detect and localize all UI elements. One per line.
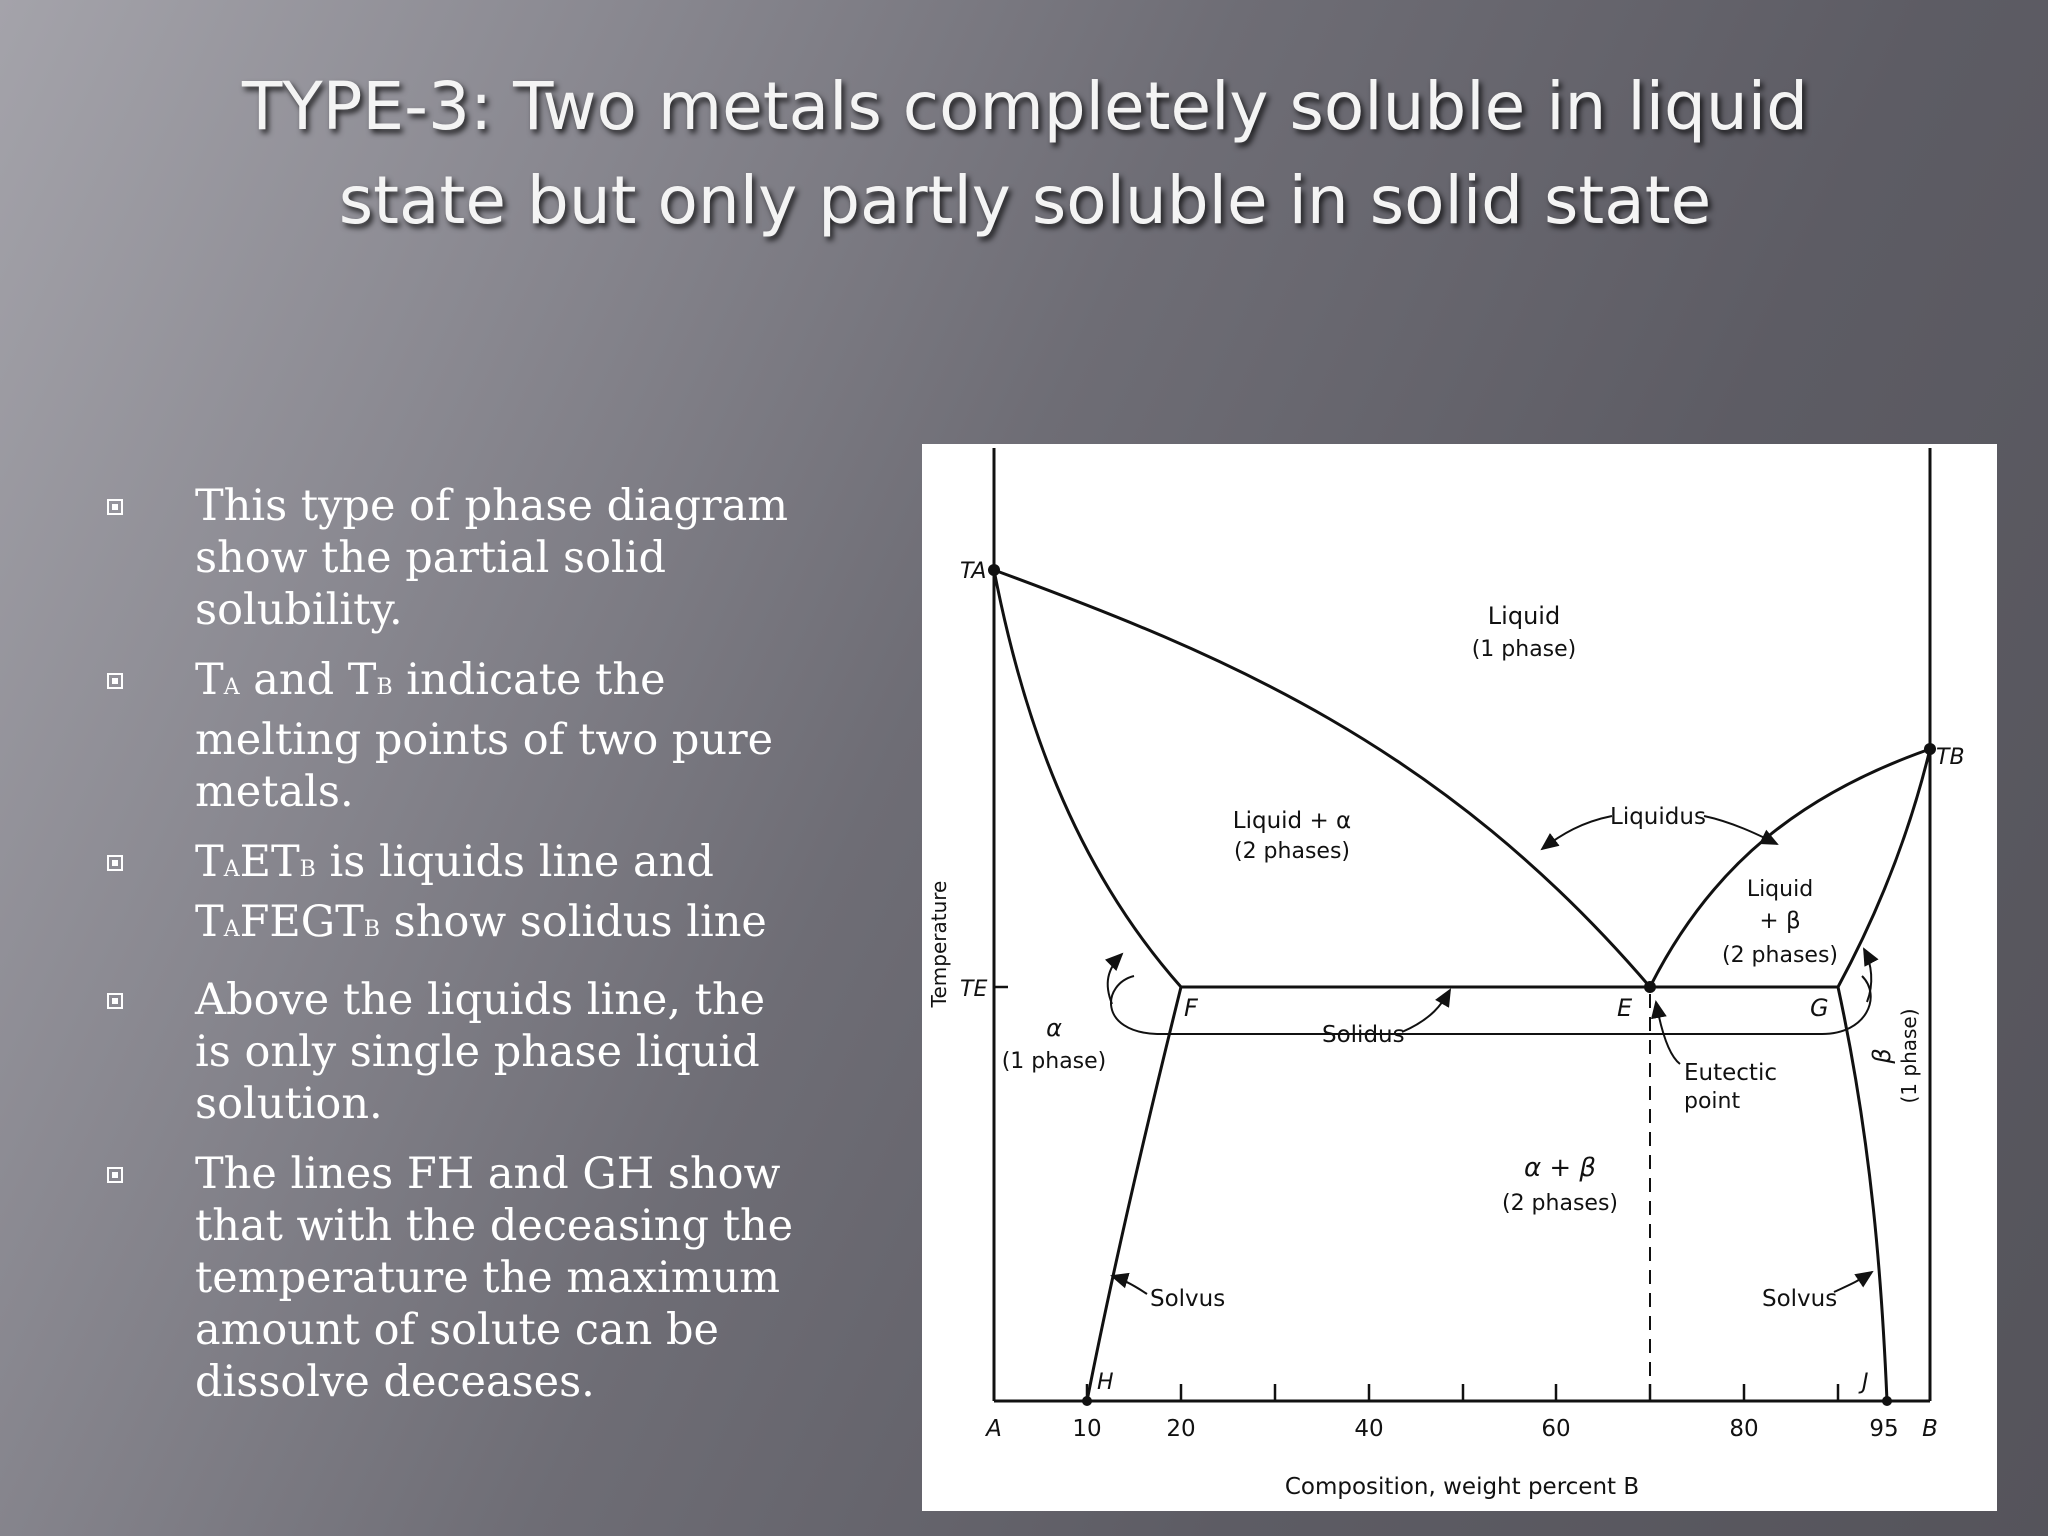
region-liquid-beta-phase: (2 phases)	[1721, 943, 1839, 968]
bullet-item	[100, 480, 800, 636]
bullet-item	[100, 836, 800, 956]
arrow-solvus-right	[1834, 1272, 1872, 1292]
bullet-text: This type of phase diagram show the partial solid solubility.	[195, 481, 788, 635]
y-axis-title: Temperature	[927, 880, 951, 1008]
region-liquid-phase: (1 phase)	[1471, 637, 1577, 662]
label-h: H	[1097, 1370, 1114, 1395]
region-beta-phase: (1 phase)	[1897, 1008, 1921, 1104]
region-beta: β	[1868, 1048, 1896, 1064]
subscript: A	[223, 675, 240, 700]
text-part: is liquids line and T	[195, 837, 714, 947]
annotation-solvus-left: Solvus	[1150, 1286, 1226, 1312]
x-axis-title: Composition, weight percent B	[1284, 1474, 1640, 1500]
bullet-text	[195, 837, 767, 947]
square-bullet-icon	[107, 673, 123, 689]
region-liquid-alpha-phase: (2 phases)	[1233, 839, 1351, 864]
x-tick-label-b: B	[1922, 1416, 1938, 1442]
arrow-alpha-loop	[1108, 954, 1122, 1004]
label-ta: TA	[960, 559, 987, 584]
slide-title: TYPE-3: Two metals completely soluble in liquid state but only partly soluble in solid state	[242, 68, 1808, 239]
arrow-liquidus-left	[1542, 816, 1612, 849]
label-te: TE	[960, 977, 988, 1002]
arrow-solvus-left	[1112, 1276, 1147, 1294]
region-liquid-beta-1: Liquid	[1746, 877, 1814, 902]
region-alpha-beta-phase: (2 phases)	[1501, 1191, 1619, 1216]
subscript: B	[376, 675, 393, 700]
point-ta-marker	[988, 564, 1000, 576]
subscript: A	[223, 917, 240, 942]
text-part: show solidus line	[380, 897, 767, 947]
subscript: A	[223, 857, 240, 882]
annotation-eutectic-2: point	[1684, 1089, 1741, 1114]
annotation-solidus: Solidus	[1322, 1022, 1405, 1048]
square-bullet-icon	[107, 993, 123, 1009]
subscript: B	[299, 857, 316, 882]
x-tick-label-20: 20	[1166, 1416, 1196, 1442]
bullet-text	[195, 655, 773, 817]
x-tick-label-a: A	[986, 1416, 1002, 1442]
arrow-beta-loop	[1864, 949, 1871, 1002]
region-liquid-alpha: Liquid + α	[1232, 808, 1352, 834]
x-ticks	[994, 987, 1838, 1401]
label-e: E	[1617, 994, 1633, 1022]
liquidus-left-curve	[994, 570, 1650, 987]
point-j-marker	[1882, 1396, 1892, 1406]
bullet-item	[100, 654, 800, 818]
text-part: FEGT	[239, 897, 364, 947]
text-part: ET	[239, 837, 300, 887]
x-tick-label-40: 40	[1354, 1416, 1384, 1442]
annotation-solvus-right: Solvus	[1762, 1286, 1838, 1312]
phase-diagram-svg	[922, 444, 1997, 1511]
label-j: J	[1862, 1370, 1869, 1395]
bullet-list	[100, 480, 800, 1426]
annotation-liquidus: Liquidus	[1610, 804, 1706, 830]
phase-diagram-figure	[922, 444, 1997, 1511]
point-e-marker	[1644, 981, 1656, 993]
x-tick-label-80: 80	[1729, 1416, 1759, 1442]
text-part: indicate the melting points of two pure metals.	[195, 655, 774, 817]
bullet-text: Above the liquids line, the is only single phase liquid solution.	[195, 975, 766, 1129]
bullet-item	[100, 974, 800, 1130]
x-tick-label-60: 60	[1541, 1416, 1571, 1442]
label-g: G	[1810, 994, 1829, 1022]
label-f: F	[1184, 994, 1198, 1022]
bullet-text: The lines FH and GH show that with the deceasing the temperature the maximum amount of solute can be dissolve deceases.	[195, 1149, 794, 1407]
region-alpha-phase: (1 phase)	[1001, 1049, 1107, 1074]
solidus-right-curve	[1838, 749, 1930, 987]
bullet-item	[100, 1148, 800, 1408]
square-bullet-icon	[107, 1167, 123, 1183]
point-tb-marker	[1924, 743, 1936, 755]
square-bullet-icon	[107, 855, 123, 871]
alpha-loop-bracket	[1111, 976, 1157, 1034]
point-h-marker	[1082, 1396, 1092, 1406]
arrow-solidus	[1402, 990, 1450, 1032]
x-tick-label-10: 10	[1072, 1416, 1102, 1442]
text-part: T	[195, 837, 224, 887]
text-part: and T	[239, 655, 377, 705]
annotation-eutectic-1: Eutectic	[1684, 1060, 1777, 1086]
text-part: T	[195, 655, 224, 705]
region-liquid: Liquid	[1487, 602, 1561, 630]
x-tick-label-95: 95	[1869, 1416, 1899, 1442]
region-alpha-beta: α + β	[1523, 1153, 1597, 1183]
region-liquid-beta-2: + β	[1759, 908, 1801, 934]
square-bullet-icon	[107, 499, 123, 515]
label-tb: TB	[1936, 745, 1965, 770]
region-alpha: α	[1046, 1014, 1062, 1042]
subscript: B	[363, 917, 381, 942]
